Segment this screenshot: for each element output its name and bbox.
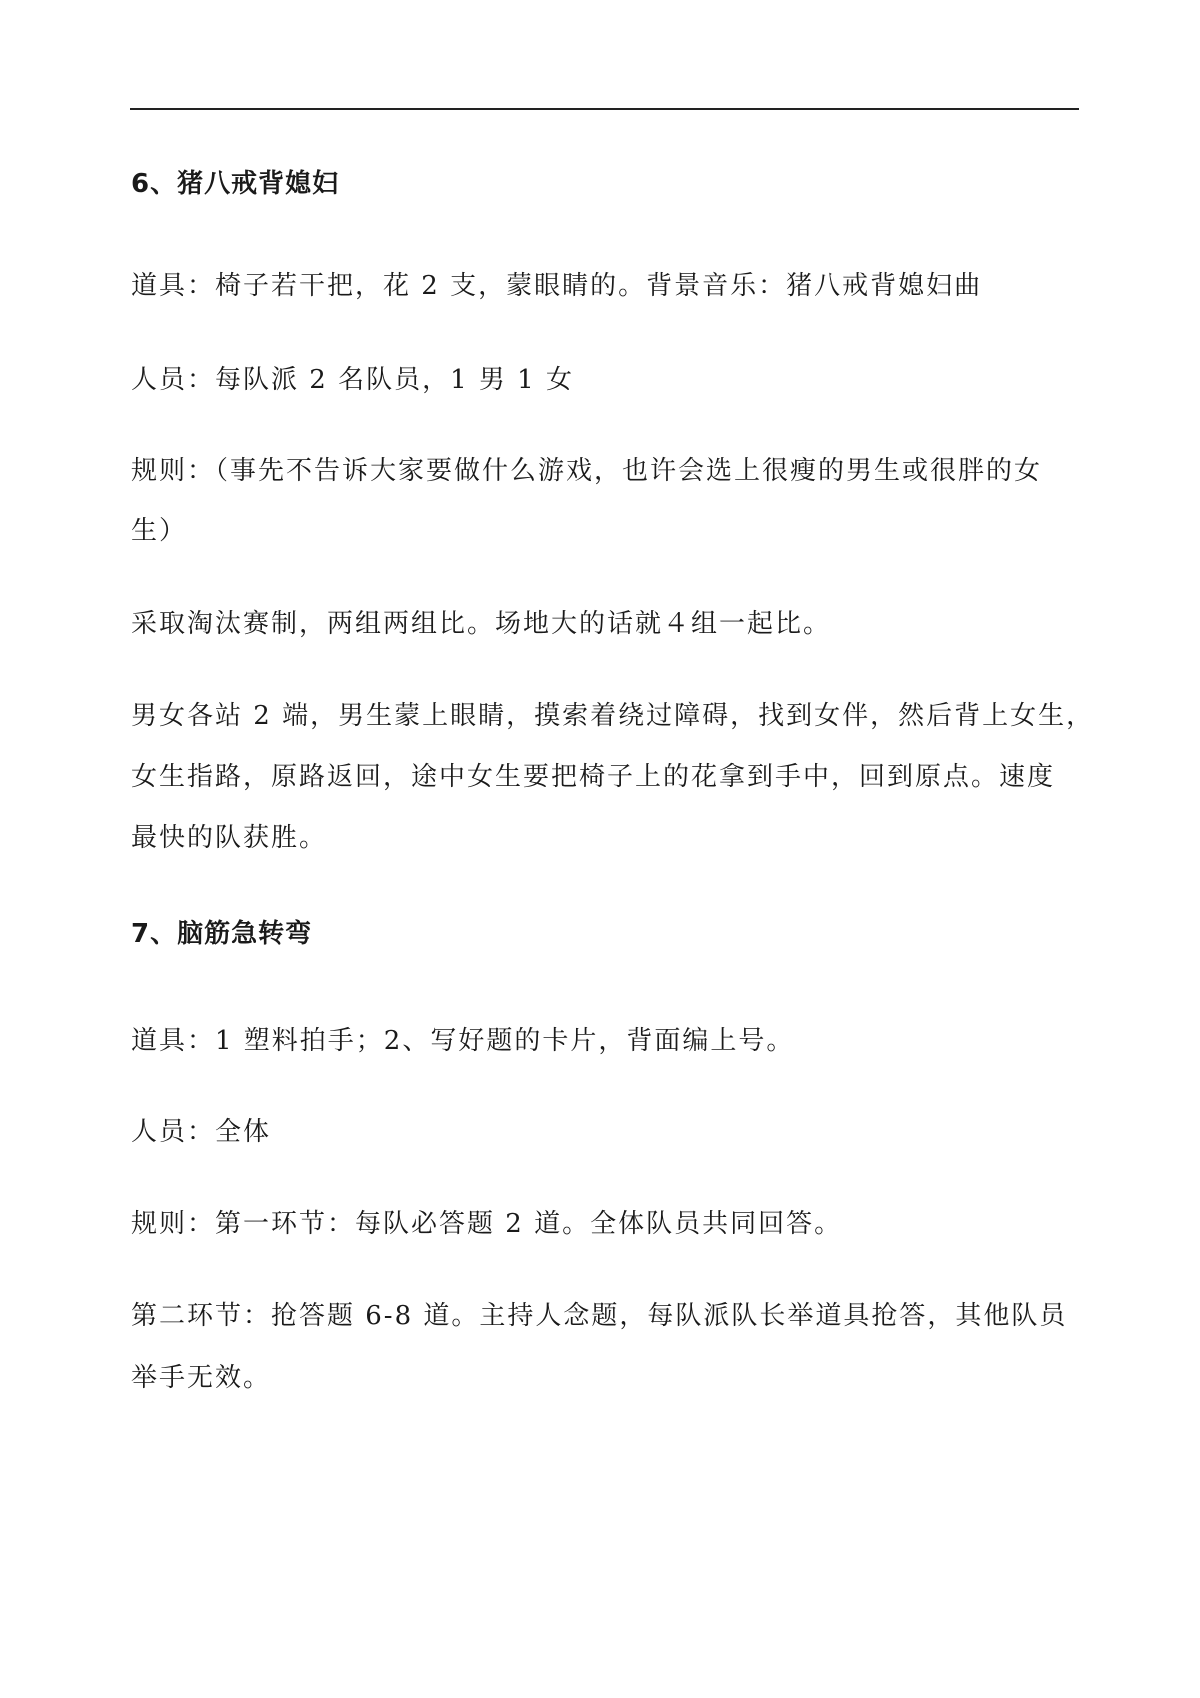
section-7-people: 人员：全体 — [131, 1117, 272, 1147]
section-6-format: 采取淘汰赛制，两组两组比。场地大的话就４组一起比。 — [131, 609, 832, 639]
section-7-round-1: 规则：第一环节：每队必答题 2 道。全体队员共同回答。 — [131, 1209, 843, 1239]
section-7-heading: 7、脑筋急转弯 — [131, 919, 313, 949]
header-rule — [130, 108, 1079, 110]
section-6-desc-line-3: 最快的队获胜。 — [131, 823, 328, 853]
section-6-rules-line-1: 规则：（事先不告诉大家要做什么游戏，也许会选上很瘦的男生或很胖的女 — [131, 456, 1043, 486]
section-7-round-2-line-1: 第二环节：抢答题 6-8 道。主持人念题，每队派队长举道具抢答，其他队员 — [131, 1301, 1068, 1331]
section-6-heading: 6、猪八戒背媳妇 — [131, 169, 340, 199]
section-6-desc-line-1: 男女各站 2 端，男生蒙上眼睛，摸索着绕过障碍，找到女伴，然后背上女生， — [131, 701, 1095, 731]
section-6-desc-line-2: 女生指路，原路返回，途中女生要把椅子上的花拿到手中，回到原点。速度 — [131, 762, 1056, 792]
section-7-props: 道具：1 塑料拍手；2、写好题的卡片，背面编上号。 — [131, 1026, 795, 1056]
section-6-people: 人员：每队派 2 名队员，1 男 1 女 — [131, 365, 574, 395]
section-7-round-2-line-2: 举手无效。 — [131, 1363, 272, 1393]
section-6-props: 道具：椅子若干把，花 2 支，蒙眼睛的。背景音乐：猪八戒背媳妇曲 — [131, 271, 983, 301]
section-6-rules-line-2: 生） — [131, 516, 188, 546]
